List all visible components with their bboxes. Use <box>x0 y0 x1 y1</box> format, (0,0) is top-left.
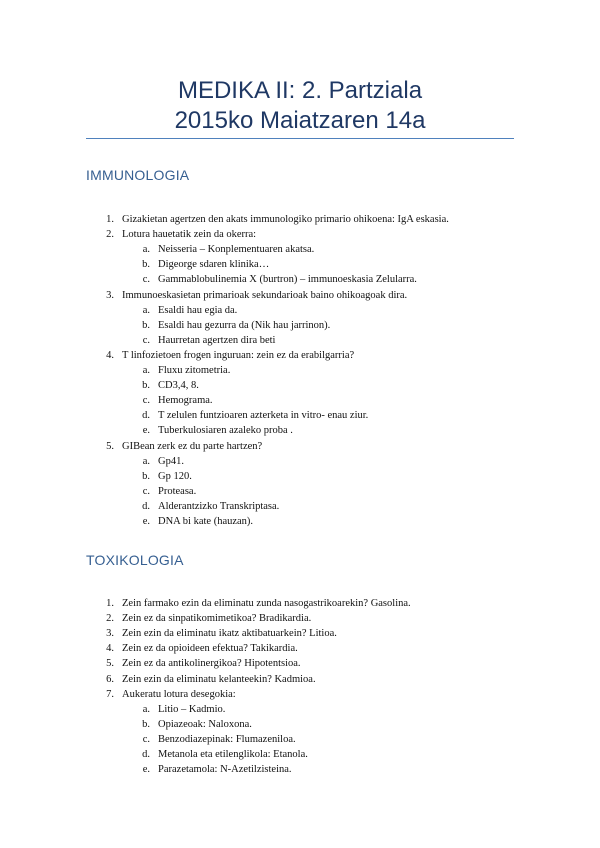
option-text: DNA bi kate (hauzan). <box>158 516 254 527</box>
question-text: Zein ezin da eliminatu ikatz aktibatuarkein? Litioa. <box>122 628 337 640</box>
question-text: Zein ezin da eliminatu kelanteekin? Kadmioa. <box>122 673 316 685</box>
option-text: Gp 120. <box>158 470 192 482</box>
option-text: Opiazeoak: Naloxona. <box>158 718 252 730</box>
option-text: Hemograma. <box>158 395 213 407</box>
option-letter: c. <box>142 733 150 745</box>
question-number: 6. <box>106 673 114 685</box>
option-letter: c. <box>142 334 150 346</box>
option-text: Litio – Kadmio. <box>158 703 226 715</box>
question-number: 1. <box>106 598 114 609</box>
option-text: Gp41. <box>158 455 184 467</box>
option-letter: b. <box>142 718 150 730</box>
option-letter: c. <box>142 485 150 497</box>
option-letter: b. <box>142 259 150 271</box>
question-number: 7. <box>106 688 114 700</box>
question-text: Lotura hauetatik zein da okerra: <box>122 229 257 241</box>
question-number: 1. <box>106 214 114 225</box>
option-letter: b. <box>142 470 150 482</box>
option-text: Esaldi hau egia da. <box>158 304 238 316</box>
option-letter: d. <box>142 749 150 760</box>
option-text: T zelulen funtzioaren azterketa in vitro- enau ziur. <box>158 410 369 422</box>
question-text: GIBean zerk ez du parte hartzen? <box>122 440 263 452</box>
option-letter: a. <box>142 703 150 715</box>
option-letter: d. <box>142 410 150 422</box>
question-number: 2. <box>106 229 114 241</box>
option-letter: a. <box>142 365 150 376</box>
question-text: Zein ez da sinpatikomimetikoa? Bradikardia. <box>122 613 312 625</box>
question-text: Zein ez da opioideen efektua? Takikardia. <box>122 643 298 655</box>
question-text: Zein ez da antikolinergikoa? Hipotentsioa. <box>122 658 301 670</box>
question-number: 5. <box>106 440 114 452</box>
option-letter: a. <box>142 304 150 316</box>
option-letter: c. <box>142 395 150 407</box>
question-text: Immunoeskasietan primarioak sekundarioak baino ohikoagoak dira. <box>122 289 408 301</box>
section-heading-toxicology: TOXIKOLOGIA <box>86 552 184 568</box>
page-title-line-1: MEDIKA II: 2. Partziala <box>177 77 423 104</box>
option-letter: b. <box>142 380 150 392</box>
option-letter: d. <box>142 500 150 512</box>
question-text: Zein farmako ezin da eliminatu zunda nasogastrikoarekin? Gasolina. <box>122 598 411 609</box>
question-number: 2. <box>106 613 114 625</box>
option-text: Fluxu zitometria. <box>158 365 231 376</box>
option-letter: a. <box>142 455 150 467</box>
option-text: Gammablobulinemia X (burtron) – immunoeskasia Zelularra. <box>158 274 417 286</box>
question-text: Aukeratu lotura desegokia: <box>122 688 236 700</box>
question-number: 4. <box>106 643 114 655</box>
option-letter: e. <box>142 425 150 437</box>
option-text: Haurretan agertzen dira beti <box>158 334 276 346</box>
question-text: Gizakietan agertzen den akats immunologiko primario ohikoena: IgA eskasia. <box>122 214 449 225</box>
option-text: Metanola eta etilenglikola: Etanola. <box>158 749 308 760</box>
option-text: Esaldi hau gezurra da (Nik hau jarrinon). <box>158 319 331 331</box>
option-text: Proteasa. <box>158 485 197 497</box>
question-number: 3. <box>106 289 114 301</box>
option-letter: e. <box>142 764 150 776</box>
option-text: Neisseria – Konplementuaren akatsa. <box>158 244 315 256</box>
option-text: Alderantzizko Transkriptasa. <box>158 500 280 512</box>
option-text: Benzodiazepinak: Flumazeniloa. <box>158 733 296 745</box>
option-letter: e. <box>142 516 150 527</box>
option-letter: b. <box>142 319 150 331</box>
section-heading-immunology: IMMUNOLOGIA <box>86 167 190 183</box>
option-text: Digeorge sdaren klinika… <box>158 259 270 271</box>
option-text: CD3,4, 8. <box>158 380 199 392</box>
question-number: 5. <box>106 658 114 670</box>
option-letter: c. <box>142 274 150 286</box>
option-text: Tuberkulosiaren azaleko proba . <box>158 425 293 437</box>
option-letter: a. <box>142 244 150 256</box>
page-title-line-2: 2015ko Maiatzaren 14a <box>174 107 426 134</box>
question-number: 3. <box>106 628 114 640</box>
option-text: Parazetamola: N-Azetilzisteina. <box>158 764 292 776</box>
title-divider <box>86 138 514 139</box>
question-number: 4. <box>106 349 114 361</box>
question-text: T linfozietoen frogen inguruan: zein ez da erabilgarria? <box>122 349 355 361</box>
